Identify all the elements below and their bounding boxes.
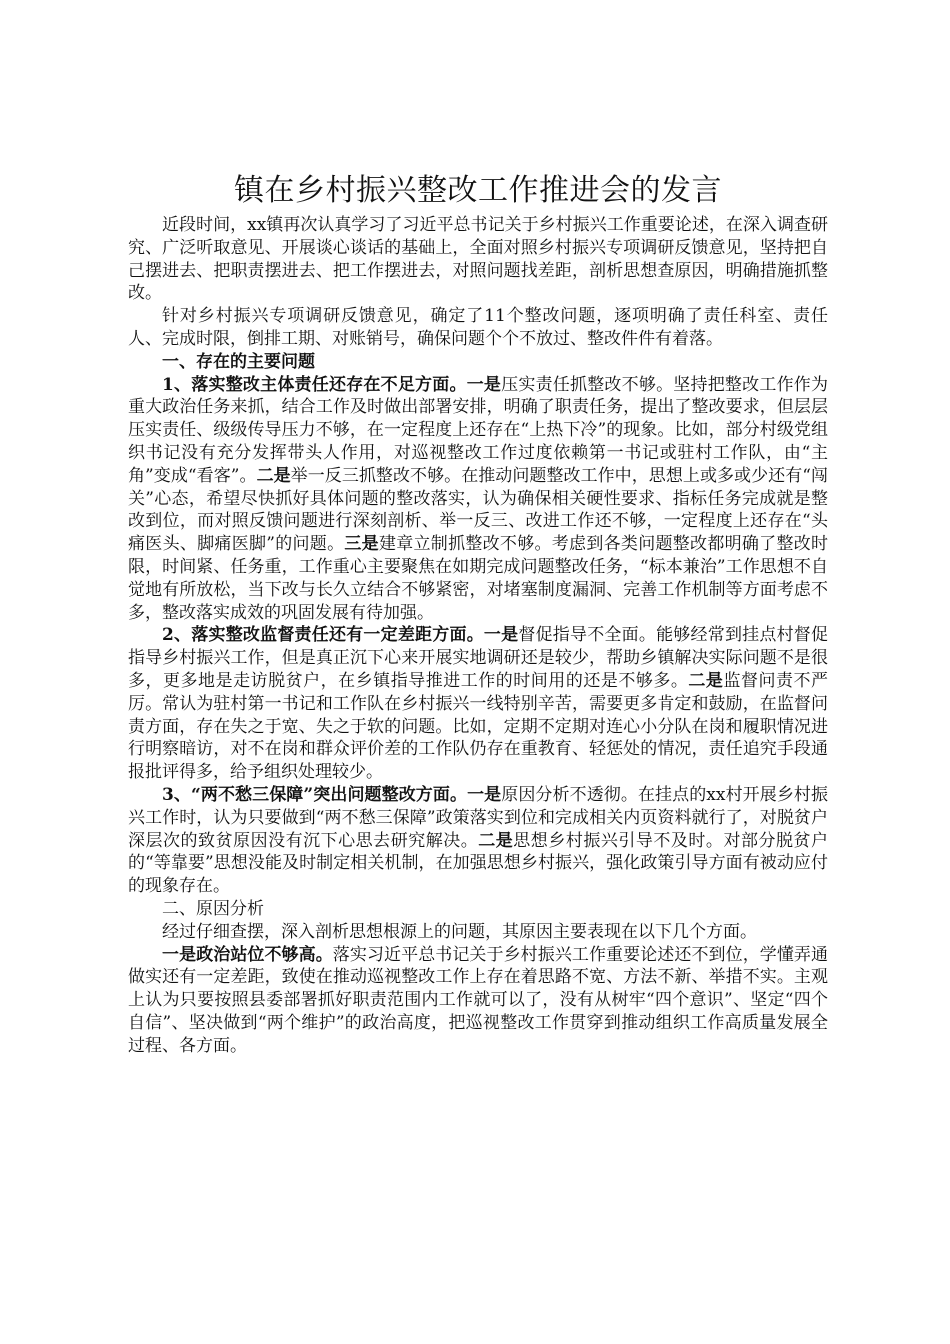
point-label-first: 一是 bbox=[483, 625, 519, 646]
problem-3-point-a: 原因分析不透彻。在挂点的xx村开展乡村振兴工作时，认为只要做到“两不愁三保障”政策落实到位和完成相关内页资料就行了，对脱贫户深层次的致贫原因没有沉下心思去研究解决。 bbox=[128, 784, 829, 851]
point-label-first: 一是 bbox=[466, 374, 502, 395]
problem-paragraph-2 bbox=[128, 624, 828, 784]
problem-2-point-b: 监督问责不严厉。常认为驻村第一书记和工作队在乡村振兴一线特别辛苦，需要更多肯定和鼓励，在监督问责方面，存在失之于宽、失之于软的问题。比如，定期不定期对连心小分队在岗和履职情况进行明察暗访，对不在岗和群众评价差的工作队仍存在重教育、轻惩处的情况，责任追究手段通报批评得多，给予组织处理较少。 bbox=[128, 670, 829, 783]
problem-3-lead: 3、“两不愁三保障”突出问题整改方面。 bbox=[162, 784, 468, 805]
problem-2-lead: 2、落实整改监督责任还有一定差距方面。 bbox=[162, 625, 484, 646]
problem-1-point-b: 举一反三抓整改不够。在推动问题整改工作中，思想上或多或少还有“闯关”心态，希望尽快抓好具体问题的整改落实，认为确保相关硬性要求、指标任务完成就是整改到位，而对照反馈问题进行深刻剖析、举一反三、改进工作还不够，一定程度上还存在“头痛医头、脚痛医脚”的问题。 bbox=[128, 465, 828, 555]
problem-2-point-a: 督促指导不全面。能够经常到挂点村督促指导乡村振兴工作，但是真正沉下心来开展实地调研还是较少，帮助乡镇解决实际问题不是很多，更多地是走访脱贫户，在乡镇指导推进工作的时间用的还是不够多。 bbox=[128, 625, 829, 691]
point-label-first: 一是 bbox=[467, 784, 502, 805]
point-label-second: 二是 bbox=[478, 830, 514, 851]
cause-1-lead: 一是政治站位不够高。 bbox=[162, 944, 333, 965]
problem-1-point-a: 压实责任抓整改不够。坚持把整改工作作为重大政治任务来抓，结合工作及时做出部署安排，明确了职责任务，提出了整改要求，但层层压实责任、级级传导压力不够，在一定程度上还存在“上热下冷”的现象。比如，部分村级党组织书记没有充分发挥带头人作用，对巡视整改工作过度依赖第一书记或驻村工作队，由“主角”变成“看客”。 bbox=[128, 374, 829, 486]
document-body bbox=[128, 168, 828, 1057]
section-heading-causes: 二、原因分析 bbox=[162, 898, 264, 919]
problem-paragraph-3 bbox=[128, 784, 828, 898]
causes-intro-paragraph: 经过仔细查摆，深入剖析思想根源上的问题，其原因主要表现在以下几个方面。 bbox=[162, 921, 757, 942]
problem-1-point-c: 建章立制抓整改不够。考虑到各类问题整改都明确了整改时限，时间紧、任务重，工作重心主要聚焦在如期完成问题整改任务，“标本兼治”工作思想不自觉地有所放松，当下改与长久立结合不够紧密，对堵塞制度漏洞、完善工作机制等方面考虑不多，整改落实成效的巩固发展有待加强。 bbox=[128, 534, 829, 623]
intro-paragraph-2: 针对乡村振兴专项调研反馈意见，确定了11个整改问题，逐项明确了责任科室、责任人、完成时限，倒排工期、对账销号，确保问题个个不放过、整改件件有着落。 bbox=[128, 306, 828, 349]
cause-paragraph-1 bbox=[128, 944, 828, 1058]
point-label-second: 二是 bbox=[688, 670, 724, 691]
problem-3-point-b: 思想乡村振兴引导不及时。对部分脱贫户的“等靠要”思想没能及时制定相关机制，在加强思想乡村振兴，强化政策引导方面有被动应付的现象存在。 bbox=[128, 830, 829, 897]
problem-1-lead: 1、落实整改主体责任还存在不足方面。 bbox=[162, 374, 467, 395]
intro-paragraph-1: 近段时间，xx镇再次认真学习了习近平总书记关于乡村振兴工作重要论述，在深入调查研究、广泛听取意见、开展谈心谈话的基础上，全面对照乡村振兴专项调研反馈意见，坚持把自己摆进去、把职责摆进去、把工作摆进去，对照问题找差距，剖析思想查原因，明确措施抓整改。 bbox=[128, 215, 828, 304]
cause-1-text: 落实习近平总书记关于乡村振兴工作重要论述还不到位，学懂弄通做实还有一定差距，致使在推动巡视整改工作上存在着思路不宽、方法不新、举措不实。主观上认为只要按照县委部署抓好职责范围内工作就可以了，没有从树牢“四个意识”、坚定“四个自信”、坚决做到“两个维护”的政治高度，把巡视整改工作贯穿到推动组织工作高质量发展全过程、各方面。 bbox=[128, 944, 829, 1056]
section-heading-problems: 一、存在的主要问题 bbox=[162, 351, 315, 372]
point-label-third: 三是 bbox=[344, 534, 379, 555]
page-title: 镇在乡村振兴整改工作推进会的发言 bbox=[234, 173, 722, 208]
problem-paragraph-1 bbox=[128, 374, 828, 625]
point-label-second: 二是 bbox=[256, 465, 291, 486]
